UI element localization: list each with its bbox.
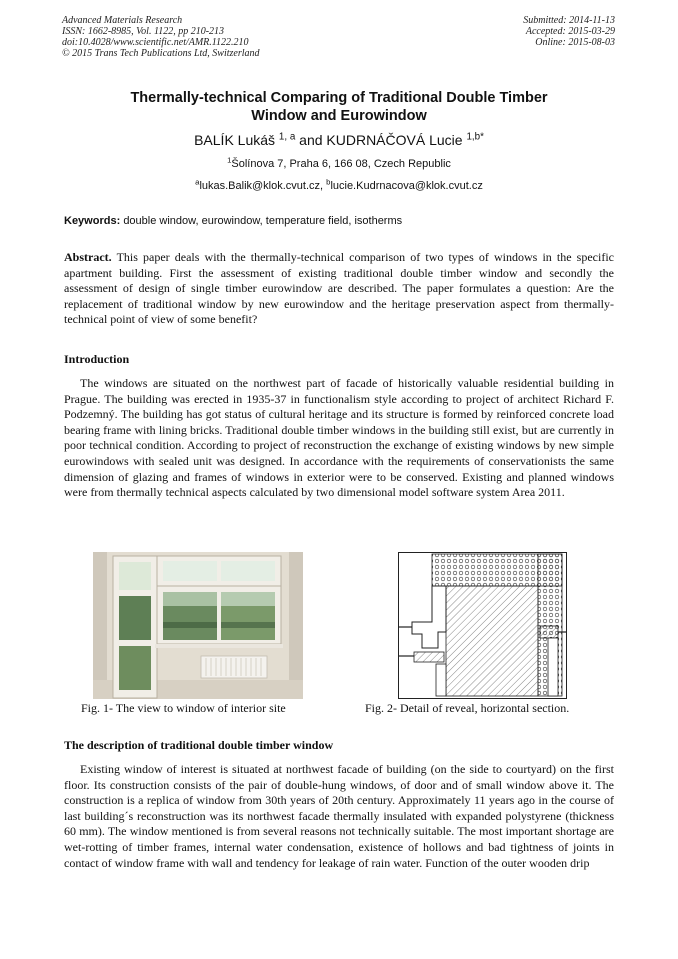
abstract-text: This paper deals with the thermally-technical comparison of two types of windows in the specific apartment building. First the assessment of existing traditional double timber window and secondly the assessment of design of single timber eurowindow are described. The paper formulates a question: Are the replacement of traditional window by new eurowindow and the heritage preservation aspect from thermally-technical point of view of some benefit?	[64, 250, 614, 327]
copyright-line: © 2015 Trans Tech Publications Ltd, Switzerland	[62, 48, 260, 59]
figure-2-detail-drawing	[398, 552, 567, 699]
affiliation-emails	[0, 179, 678, 193]
author-2-name: KUDRNÁČOVÁ Lucie	[326, 132, 463, 148]
affiliation-address	[0, 157, 678, 171]
doi-line: doi:10.4028/www.scientific.net/AMR.1122.210	[62, 37, 249, 48]
issn-line: ISSN: 1662-8985, Vol. 1122, pp 210-213	[62, 26, 225, 37]
abstract	[64, 250, 614, 328]
author-2-affil-sup: 1,b*	[466, 131, 484, 143]
address-text: Šolínova 7, Praha 6, 166 08, Czech Republic	[231, 158, 451, 170]
email-b-sup: b	[326, 177, 331, 187]
journal-name: Advanced Materials Research	[62, 15, 183, 26]
author-1-name: BALÍK Lukáš	[194, 132, 276, 148]
keywords-label: Keywords:	[64, 215, 121, 227]
author-line	[0, 131, 678, 149]
email-a: lukas.Balik@klok.cvut.cz,	[199, 180, 324, 192]
paper-title	[0, 89, 678, 125]
figure-1-photo	[93, 552, 303, 699]
figure-2-caption: Fig. 2- Detail of reveal, horizontal section.	[365, 701, 570, 715]
description-text: Existing window of interest is situated at northwest facade of building (on the side to courtyard) on the first floor. Its construction consists of the pair of double-hung windows, of door and of small window above it. The construction is a replica of window from 30th years of 20th century. Approximately 11 years ago in the course of last building´s reconstruction was its northwest facade thermally insulated with expanded polystyrene (thickness 60 mm). The window mentioned is from several reasons not technically suitable. The most important shortage are wet-rotting of timber frames, internal water condensation, existence of hollows and bad tightness of joints in contact of window frame with wall and tendency for leakage of rain water. Function of the outer wooden drip	[64, 762, 614, 870]
reveal-section-drawing	[398, 552, 567, 699]
accepted-date: Accepted: 2015-03-29	[525, 26, 615, 37]
email-a-sup: a	[195, 177, 200, 187]
keywords	[64, 214, 402, 228]
window-photo-illustration	[93, 552, 303, 699]
author-connector: and	[299, 132, 323, 148]
abstract-label: Abstract.	[64, 250, 112, 264]
paper-title-line-1: Thermally-technical Comparing of Traditional Double Timber	[130, 90, 548, 106]
keywords-text: double window, eurowindow, temperature field, isotherms	[123, 215, 403, 227]
submitted-date: Submitted: 2014-11-13	[523, 15, 615, 26]
introduction-heading: Introduction	[64, 352, 130, 366]
paper-title-line-2: Window and Eurowindow	[251, 108, 427, 124]
description-heading: The description of traditional double timber window	[64, 738, 334, 752]
author-1-affil-sup: 1, a	[278, 131, 296, 143]
journal-header-left	[62, 15, 260, 59]
journal-header-right	[523, 15, 615, 48]
email-b: lucie.Kudrnacova@klok.cvut.cz	[330, 180, 483, 192]
introduction-text: The windows are situated on the northwest part of facade of historically valuable residential building in Prague. The building was erected in 1935-37 in functionalism style according to project of architect Richard F. Podzemný. The building has got status of cultural heritage and its structure is formed by reinforced concrete load bearing frame with lining bricks. Traditional double timber windows in the building still exist, but are currently in poor technical condition. According to project of reconstruction the exchange of existing windows by new simple eurowindows with sealed unit was designed. In accordance with the requirements of conservationists the same dimension of glazing and frames of windows in exterior were to be conserved. Existing and planned windows were from thermally technical aspects calculated by two dimensional model software system Area 2011.	[64, 376, 614, 500]
online-date: Online: 2015-08-03	[535, 37, 615, 48]
affil-sup: 1	[227, 155, 232, 165]
figure-1-caption: Fig. 1- The view to window of interior site	[81, 701, 286, 715]
